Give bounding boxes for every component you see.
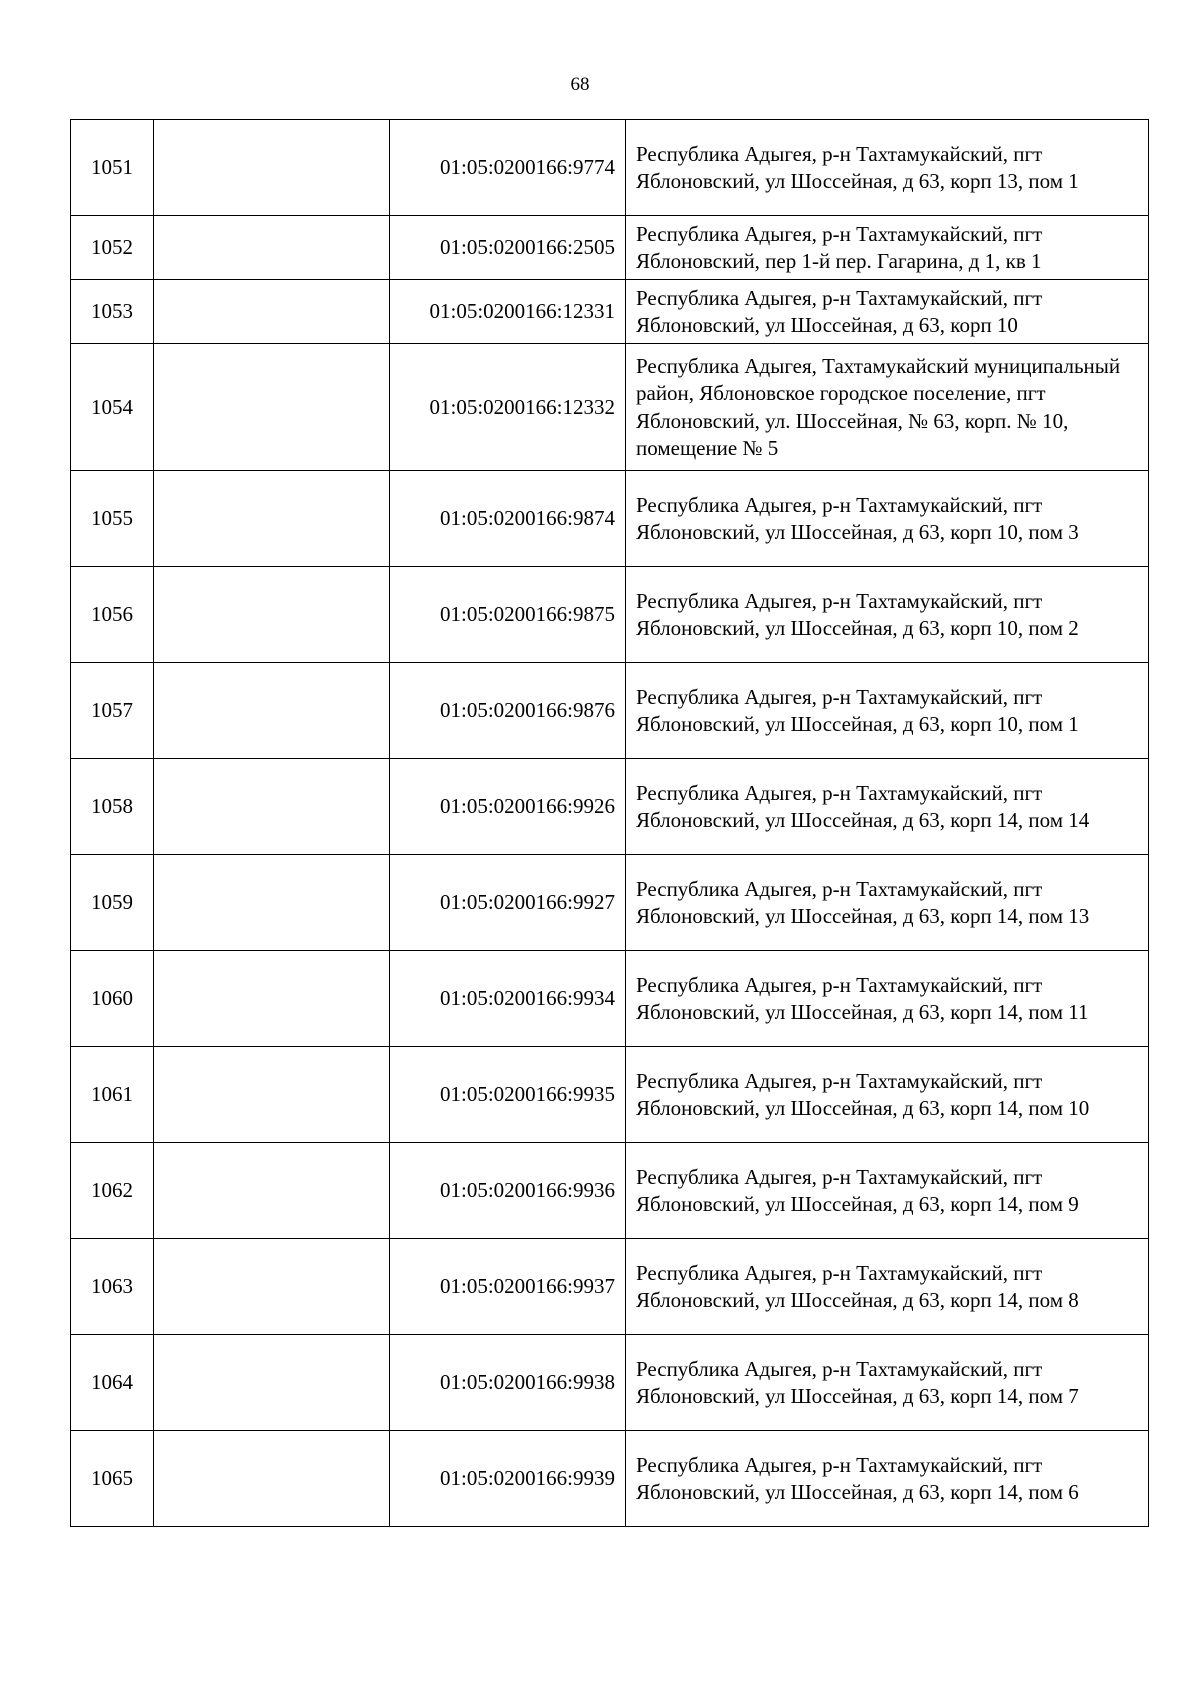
empty-cell xyxy=(154,663,390,759)
row-number: 1054 xyxy=(71,344,154,471)
row-number: 1061 xyxy=(71,1047,154,1143)
table-row xyxy=(71,567,1149,663)
empty-cell xyxy=(154,1239,390,1335)
table-row xyxy=(71,1239,1149,1335)
cadastral-number: 01:05:0200166:2505 xyxy=(390,216,626,280)
row-number: 1057 xyxy=(71,663,154,759)
cadastral-number: 01:05:0200166:9874 xyxy=(390,471,626,567)
registry-table xyxy=(70,119,1149,1527)
table-row xyxy=(71,1335,1149,1431)
cadastral-number: 01:05:0200166:9935 xyxy=(390,1047,626,1143)
table-row xyxy=(71,951,1149,1047)
table-row xyxy=(71,120,1149,216)
row-number: 1051 xyxy=(71,120,154,216)
empty-cell xyxy=(154,951,390,1047)
address: Республика Адыгея, р-н Тахтамукайский, пгт Яблоновский, ул Шоссейная, д 63, корп 10, пом 3 xyxy=(626,471,1149,567)
address: Республика Адыгея, Тахтамукайский муниципальный район, Яблоновское городское поселение, пгт Яблоновский, ул. Шоссейная, № 63, корп. № 10, помещение № 5 xyxy=(626,344,1149,471)
address: Республика Адыгея, р-н Тахтамукайский, пгт Яблоновский, пер 1-й пер. Гагарина, д 1, кв 1 xyxy=(626,216,1149,280)
table-row xyxy=(71,663,1149,759)
row-number: 1055 xyxy=(71,471,154,567)
empty-cell xyxy=(154,280,390,344)
table-row xyxy=(71,1143,1149,1239)
address: Республика Адыгея, р-н Тахтамукайский, пгт Яблоновский, ул Шоссейная, д 63, корп 10 xyxy=(626,280,1149,344)
empty-cell xyxy=(154,344,390,471)
page-number: 68 xyxy=(570,74,590,95)
address: Республика Адыгея, р-н Тахтамукайский, пгт Яблоновский, ул Шоссейная, д 63, корп 14, пом 14 xyxy=(626,759,1149,855)
address: Республика Адыгея, р-н Тахтамукайский, пгт Яблоновский, ул Шоссейная, д 63, корп 13, пом 1 xyxy=(626,120,1149,216)
row-number: 1052 xyxy=(71,216,154,280)
address: Республика Адыгея, р-н Тахтамукайский, пгт Яблоновский, ул Шоссейная, д 63, корп 14, пом 13 xyxy=(626,855,1149,951)
empty-cell xyxy=(154,120,390,216)
cadastral-number: 01:05:0200166:9939 xyxy=(390,1431,626,1527)
address: Республика Адыгея, р-н Тахтамукайский, пгт Яблоновский, ул Шоссейная, д 63, корп 10, пом 1 xyxy=(626,663,1149,759)
cadastral-number: 01:05:0200166:9938 xyxy=(390,1335,626,1431)
row-number: 1056 xyxy=(71,567,154,663)
cadastral-number: 01:05:0200166:9927 xyxy=(390,855,626,951)
row-number: 1064 xyxy=(71,1335,154,1431)
address: Республика Адыгея, р-н Тахтамукайский, пгт Яблоновский, ул Шоссейная, д 63, корп 14, пом 8 xyxy=(626,1239,1149,1335)
table-row xyxy=(71,344,1149,471)
empty-cell xyxy=(154,216,390,280)
table-row xyxy=(71,280,1149,344)
empty-cell xyxy=(154,1143,390,1239)
empty-cell xyxy=(154,759,390,855)
row-number: 1053 xyxy=(71,280,154,344)
row-number: 1065 xyxy=(71,1431,154,1527)
empty-cell xyxy=(154,1047,390,1143)
cadastral-number: 01:05:0200166:9876 xyxy=(390,663,626,759)
row-number: 1062 xyxy=(71,1143,154,1239)
row-number: 1060 xyxy=(71,951,154,1047)
cadastral-number: 01:05:0200166:9936 xyxy=(390,1143,626,1239)
cadastral-number: 01:05:0200166:12332 xyxy=(390,344,626,471)
empty-cell xyxy=(154,1431,390,1527)
address: Республика Адыгея, р-н Тахтамукайский, пгт Яблоновский, ул Шоссейная, д 63, корп 14, пом 10 xyxy=(626,1047,1149,1143)
empty-cell xyxy=(154,471,390,567)
cadastral-number: 01:05:0200166:9875 xyxy=(390,567,626,663)
address: Республика Адыгея, р-н Тахтамукайский, пгт Яблоновский, ул Шоссейная, д 63, корп 10, пом 2 xyxy=(626,567,1149,663)
table-row xyxy=(71,471,1149,567)
row-number: 1059 xyxy=(71,855,154,951)
row-number: 1063 xyxy=(71,1239,154,1335)
table-row xyxy=(71,1431,1149,1527)
cadastral-number: 01:05:0200166:9774 xyxy=(390,120,626,216)
table-row xyxy=(71,759,1149,855)
empty-cell xyxy=(154,1335,390,1431)
cadastral-number: 01:05:0200166:9926 xyxy=(390,759,626,855)
cadastral-number: 01:05:0200166:9937 xyxy=(390,1239,626,1335)
table-row xyxy=(71,855,1149,951)
address: Республика Адыгея, р-н Тахтамукайский, пгт Яблоновский, ул Шоссейная, д 63, корп 14, пом 9 xyxy=(626,1143,1149,1239)
table-row xyxy=(71,216,1149,280)
cadastral-number: 01:05:0200166:12331 xyxy=(390,280,626,344)
empty-cell xyxy=(154,855,390,951)
address: Республика Адыгея, р-н Тахтамукайский, пгт Яблоновский, ул Шоссейная, д 63, корп 14, пом 11 xyxy=(626,951,1149,1047)
row-number: 1058 xyxy=(71,759,154,855)
address: Республика Адыгея, р-н Тахтамукайский, пгт Яблоновский, ул Шоссейная, д 63, корп 14, пом 6 xyxy=(626,1431,1149,1527)
cadastral-number: 01:05:0200166:9934 xyxy=(390,951,626,1047)
address: Республика Адыгея, р-н Тахтамукайский, пгт Яблоновский, ул Шоссейная, д 63, корп 14, пом 7 xyxy=(626,1335,1149,1431)
table-row xyxy=(71,1047,1149,1143)
empty-cell xyxy=(154,567,390,663)
